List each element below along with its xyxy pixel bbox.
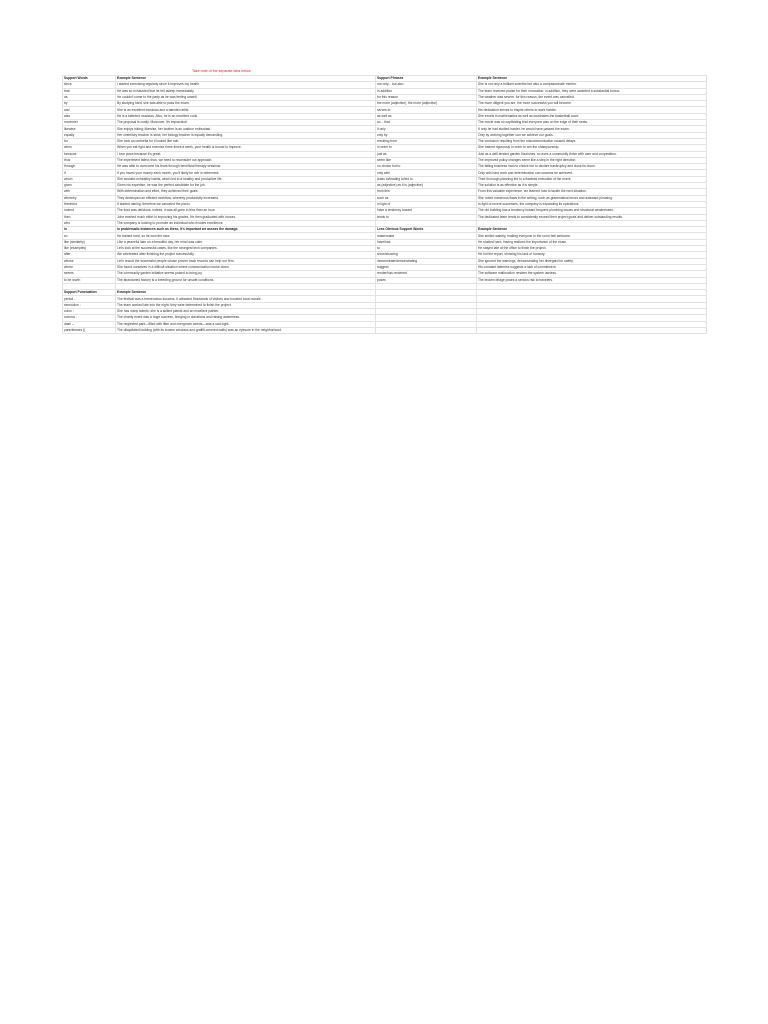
table-cell[interactable]: Let's look at the successful cases, like the strongest tech companies.	[116, 246, 376, 252]
table-cell[interactable]: whose	[63, 258, 116, 264]
table-cell[interactable]: Example Sentence	[116, 290, 376, 296]
table-cell[interactable]: John exerted much effort in improving his grades. He then graduated with honors.	[116, 214, 376, 220]
header-cell[interactable]: Example Sentence	[116, 76, 376, 82]
table-cell[interactable]: through	[63, 164, 116, 170]
table-cell[interactable]: The charity event was a huge success, bringing in donations and raising awareness.	[116, 315, 376, 321]
table-cell[interactable]: Her chemistry teacher is strict; her biology teacher is equally demanding.	[116, 132, 376, 138]
support-words-table	[62, 75, 707, 334]
table-cell[interactable]: to be worth	[63, 277, 116, 283]
table-cell[interactable]: It started raining, therefore we canceled the picnic.	[116, 201, 376, 207]
table-cell[interactable]: I love pizza because it's great.	[116, 151, 376, 157]
table-cell[interactable]: When you eat right and exercise three times a week, your health is bound to improve.	[116, 145, 376, 151]
table-cell[interactable]: I started exercising regularly since it improves my health.	[116, 82, 376, 88]
table-cell[interactable]: when	[63, 145, 116, 151]
table-cell[interactable]: By studying hard, she was able to pass the exam.	[116, 101, 376, 107]
table-row	[63, 151, 707, 157]
table-cell[interactable]: if	[63, 170, 116, 176]
table-cell[interactable]: The experiment failed; thus, we need to reconsider our approach.	[116, 157, 376, 163]
table-cell[interactable]: The food was delicious; indeed, it was all gone in less than an hour.	[116, 208, 376, 214]
table-cell[interactable]: suggest	[376, 264, 477, 270]
table-cell[interactable]: only with	[376, 170, 477, 176]
table-row	[63, 88, 707, 94]
table-cell[interactable]: The abandoned factory is a breeding ground for unsafe conditions.	[116, 277, 376, 283]
table-cell[interactable]: by	[63, 101, 116, 107]
table-cell[interactable]: moreover	[63, 120, 116, 126]
table-cell[interactable]: resulting from	[376, 138, 477, 144]
table-cell[interactable]: The community garden initiative seems poised to bring joy.	[116, 271, 376, 277]
table-cell[interactable]: The broken bridge poses a serious risk to travelers.	[477, 277, 707, 283]
table-cell[interactable]: have/has	[376, 239, 477, 245]
table-cell[interactable]: The dedicated team tends to consistently exceed their project goals and deliver outstanding results.	[477, 214, 707, 220]
table-cell[interactable]: The movie was so captivating that everyone was on the edge of their seats.	[477, 120, 707, 126]
table-cell[interactable]: because	[63, 151, 116, 157]
table-row	[63, 214, 707, 220]
table-cell[interactable]: His dedication serves to inspire others to work harder.	[477, 107, 707, 113]
header-cell[interactable]: Support Words	[63, 76, 116, 82]
table-cell[interactable]: after	[63, 252, 116, 258]
table-cell[interactable]: His constant lateness suggests a lack of commitment.	[477, 264, 707, 270]
table-cell[interactable]: She avoided unhealthy habits, which led to a healthy and productive life.	[116, 176, 376, 182]
table-row	[63, 195, 707, 201]
table-cell[interactable]: Let's recruit the successful people whose proven track records can help our firm.	[116, 258, 376, 264]
table-cell[interactable]	[376, 327, 477, 333]
table-cell[interactable]: The failing business had no choice but to declare bankruptcy and close its doors.	[477, 164, 707, 170]
table-cell[interactable]: no choice but to	[376, 164, 477, 170]
table-cell[interactable]: make/made	[376, 233, 477, 239]
table-cell[interactable]: period .	[63, 296, 116, 302]
table-cell[interactable]: the more (adjective), the more (adjective)	[376, 101, 477, 107]
table-cell[interactable]: for	[63, 138, 116, 144]
table-cell[interactable]: In problematic instances such as these, it's important we assess the damage.	[116, 227, 376, 233]
table-cell[interactable]: in	[63, 227, 116, 233]
table-cell[interactable]: The proposal is costly. Moreover, it's impractical.	[116, 120, 376, 126]
table-cell[interactable]: Their thorough planning led to a flawless execution of the event.	[477, 176, 707, 182]
table-cell[interactable]: She noted numerous flaws in the writing, such as grammatical errors and awkward phrasing.	[477, 195, 707, 201]
table-cell[interactable]: such as	[376, 195, 477, 201]
table-cell[interactable]: She smiled warmly, making everyone in the room feel welcome.	[477, 233, 707, 239]
table-cell[interactable]: She is not only a brilliant scientist but also a compassionate mentor.	[477, 82, 707, 88]
table-cell[interactable]: The festival was a tremendous success. It attracted thousands of visitors and boosted local morale.	[116, 296, 376, 302]
table-row	[63, 327, 707, 333]
table-cell[interactable]: render/has rendered	[376, 271, 477, 277]
table-cell[interactable]: in addition	[376, 88, 477, 94]
table-cell[interactable]: given	[63, 183, 116, 189]
table-cell[interactable]: He was able to overcome his fears through beneficial therapy sessions.	[116, 164, 376, 170]
table-cell[interactable]: only by	[376, 132, 477, 138]
table-cell[interactable]: From this valuable experience, we learned how to tackle the next situation.	[477, 189, 707, 195]
table-cell[interactable]: as	[63, 94, 116, 100]
table-cell[interactable]: She ignored the warnings, demonstrating her disregard for safety.	[477, 258, 707, 264]
table-cell[interactable]: He trained hard, so he won the race.	[116, 233, 376, 239]
table-cell[interactable]: show/showing	[376, 252, 477, 258]
table-cell[interactable]: He hid the report, showing his lack of honesty.	[477, 252, 707, 258]
table-cell[interactable]: parentheses ()	[63, 327, 116, 333]
table-cell[interactable]: We celebrated after finishing the project successfully.	[116, 252, 376, 258]
table-cell[interactable]: so	[63, 233, 116, 239]
header-cell[interactable]: Example Sentence	[477, 76, 707, 82]
table-cell[interactable]: poses	[376, 277, 477, 283]
table-cell[interactable]: therefore	[63, 201, 116, 207]
table-cell[interactable]: as (adjective) as it is (adjective)	[376, 183, 477, 189]
table-cell[interactable]: leads to/leading to/led to	[376, 176, 477, 182]
table-cell[interactable]: Less Obvious Support Words	[376, 227, 477, 233]
table-cell[interactable]: Only by working together can we achieve our goals.	[477, 132, 707, 138]
table-cell[interactable]: seem like	[376, 157, 477, 163]
table-cell[interactable]: They developed an efficient workflow, whereby productivity increased.	[116, 195, 376, 201]
table-cell[interactable]: He stayed late at the office to finish the project.	[477, 246, 707, 252]
table-cell[interactable]: Like a peaceful lake on a beautiful day, her mind was calm.	[116, 239, 376, 245]
table-cell[interactable]: If you invest your money each month, you'll likely be rich in retirement.	[116, 170, 376, 176]
table-cell[interactable]: just as	[376, 151, 477, 157]
table-cell[interactable]: Example Sentence	[477, 227, 707, 233]
table-cell[interactable]: He is a talented musician. Also, he is an excellent cook.	[116, 113, 376, 119]
table-cell[interactable]: in order to	[376, 145, 477, 151]
table-cell[interactable]: serves to	[376, 107, 477, 113]
table-cell[interactable]: The more diligent you are, the more successful you will become.	[477, 101, 707, 107]
table-cell[interactable]: colon :	[63, 308, 116, 314]
table-cell[interactable]: The confusion resulting from the miscommunication caused delays.	[477, 138, 707, 144]
table-cell[interactable]: She has many talents: she is a skilled pianist and an excellent painter.	[116, 308, 376, 314]
table-cell[interactable]: Only with hard work and determination can success be achieved.	[477, 170, 707, 176]
table-cell[interactable]: He studied hard, having realized the importance of the exam.	[477, 239, 707, 245]
table-cell[interactable]: equally	[63, 132, 116, 138]
table-cell[interactable]: comma ,	[63, 315, 116, 321]
table-cell[interactable]: and	[63, 107, 116, 113]
table-cell[interactable]: If only he had studied harder, he would have passed the exam.	[477, 126, 707, 132]
table-cell[interactable]: She is an excellent musician and a talented artist.	[116, 107, 376, 113]
table-cell[interactable]: The software malfunction renders the system useless.	[477, 271, 707, 277]
table-cell[interactable]: like (similarity)	[63, 239, 116, 245]
table-cell[interactable]: The team worked late into the night; they were determined to finish the project.	[116, 302, 376, 308]
table-cell[interactable]: She enjoys hiking; likewise, her brother is an outdoor enthusiast.	[116, 126, 376, 132]
table-cell[interactable]: Just as a well-tended garden flourishes, so does a community thrive with care and cooperation.	[477, 151, 707, 157]
table-cell[interactable]: whereby	[63, 195, 116, 201]
table-cell[interactable]: have a tendency toward	[376, 208, 477, 214]
table-cell[interactable]: if only	[376, 126, 477, 132]
table-cell[interactable]: for this reason	[376, 94, 477, 100]
table-cell[interactable]: She trained rigorously in order to win the championship.	[477, 145, 707, 151]
table-cell[interactable]: where	[63, 264, 116, 270]
table-cell[interactable]: indeed	[63, 208, 116, 214]
table-cell[interactable]: which	[63, 176, 116, 182]
table-cell[interactable]: with	[63, 189, 116, 195]
table-row	[63, 208, 707, 214]
table-cell[interactable]: tends to	[376, 214, 477, 220]
table-cell[interactable]: He was so exhausted that he fell asleep immediately.	[116, 88, 376, 94]
table-cell[interactable]: The old building has a tendency toward frequent plumbing issues and structural weaknesses.	[477, 208, 707, 214]
table-cell[interactable]: then	[63, 214, 116, 220]
table-cell[interactable]: also	[63, 113, 116, 119]
table-cell[interactable]: seems	[63, 271, 116, 277]
table-cell[interactable]: The dilapidated building (with its broken windows and graffiti-covered walls) was an eyesore in the neighborhood.	[116, 327, 376, 333]
table-cell[interactable]: Given his expertise, he was the perfect candidate for the job.	[116, 183, 376, 189]
table-cell[interactable]: She found ourselves in a difficult situation where communication broke down.	[116, 264, 376, 270]
table-cell[interactable]: in light of	[376, 201, 477, 207]
table-cell[interactable]: so... that	[376, 120, 477, 126]
table-cell[interactable]: not only... but also	[376, 82, 477, 88]
header-cell[interactable]: Support Phrases	[376, 76, 477, 82]
table-cell[interactable]: from this	[376, 189, 477, 195]
table-cell[interactable]: She took an umbrella for it looked like rain.	[116, 138, 376, 144]
table-cell[interactable]: who	[63, 220, 116, 226]
table-cell[interactable]: as well as	[376, 113, 477, 119]
table-cell[interactable]: since	[63, 82, 116, 88]
tabs-note: Take note of the separate tabs below	[192, 69, 251, 73]
table-cell[interactable]: demonstrate/demonstrating	[376, 258, 477, 264]
table-cell[interactable]: thus	[63, 157, 116, 163]
table-cell[interactable]: With determination and effort, they achieved their goals.	[116, 189, 376, 195]
table-cell[interactable]: The neglected park—filled with litter and overgrown weeds—was a sad sight.	[116, 321, 376, 327]
table-cell[interactable]: like (examples)	[63, 246, 116, 252]
table-cell[interactable]: He couldn't come to the party as he was feeling unwell.	[116, 94, 376, 100]
table-cell[interactable]: likewise	[63, 126, 116, 132]
table-cell[interactable]: dash –	[63, 321, 116, 327]
table-cell[interactable]: The solution is as effective as it is simple.	[477, 183, 707, 189]
table-cell[interactable]: She excels in mathematics as well as dominates the basketball court.	[477, 113, 707, 119]
table-cell[interactable]: The company is looking to promote an individual who exudes excellence.	[116, 220, 376, 226]
table-cell[interactable]: The improved policy changes seem like a step in the right direction.	[477, 157, 707, 163]
table-cell[interactable]: Support Punctuation	[63, 290, 116, 296]
table-cell[interactable]: to	[376, 246, 477, 252]
table-cell[interactable]: The team received praise for their innovation; in addition, they were awarded a substantial bonus.	[477, 88, 707, 94]
table-cell[interactable]: In light of recent successes, the company is expanding its operations.	[477, 201, 707, 207]
table-cell[interactable]: semicolon ;	[63, 302, 116, 308]
table-cell[interactable]	[477, 327, 707, 333]
table-cell[interactable]: that	[63, 88, 116, 94]
table-cell[interactable]: The weather was severe, for this reason, the event was cancelled.	[477, 94, 707, 100]
